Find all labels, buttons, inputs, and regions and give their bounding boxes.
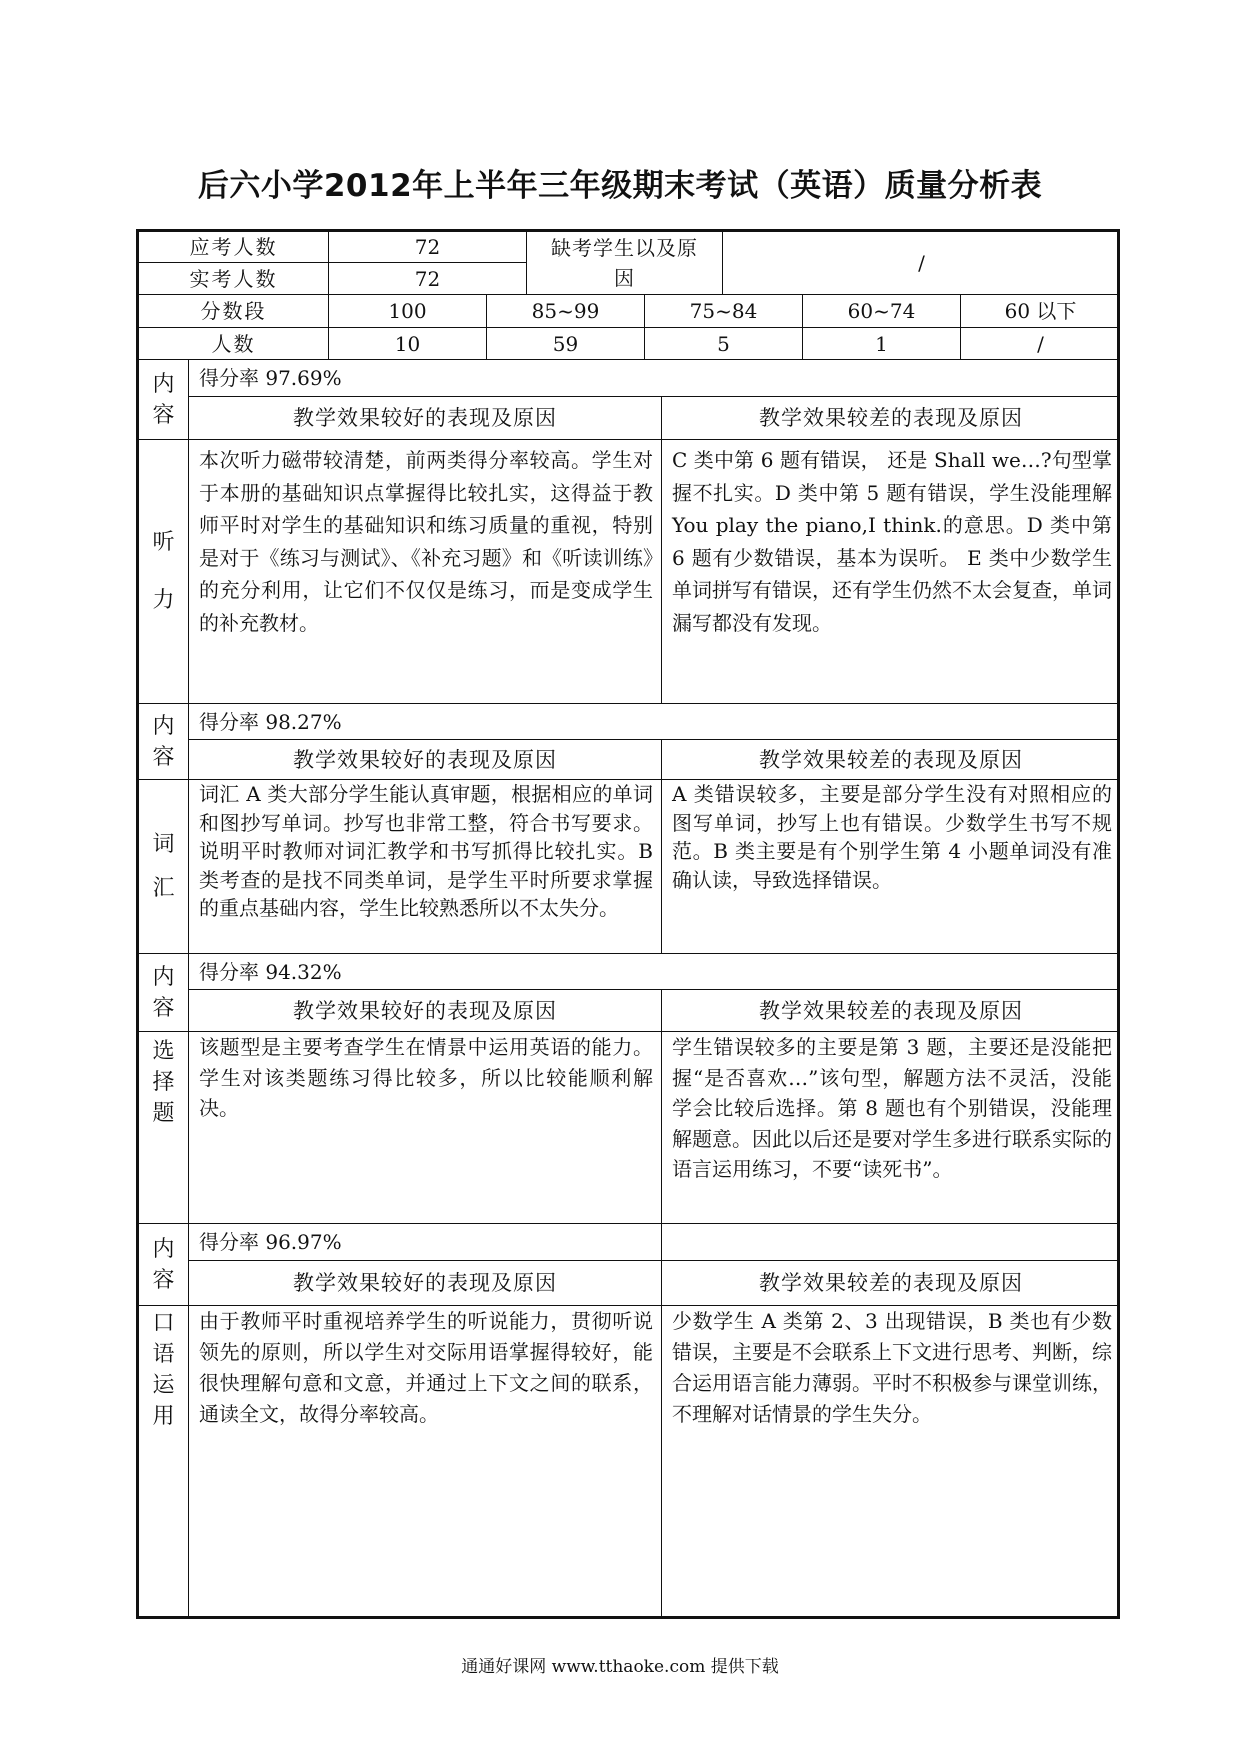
actual-value: 72 xyxy=(329,263,527,295)
score-rate: 得分率 98.27% xyxy=(189,704,1120,740)
content-label: 内容 xyxy=(139,954,189,1032)
count-value: / xyxy=(961,328,1120,360)
content-label: 内容 xyxy=(139,1224,189,1306)
good-header: 教学效果较好的表现及原因 xyxy=(189,1261,662,1306)
score-range: 100 xyxy=(329,295,487,328)
absent-value: / xyxy=(723,232,1120,295)
section-name: 听力 xyxy=(139,440,189,704)
bad-header: 教学效果较差的表现及原因 xyxy=(662,397,1120,440)
count-value: 10 xyxy=(329,328,487,360)
expected-label: 应考人数 xyxy=(139,232,329,263)
bad-header: 教学效果较差的表现及原因 xyxy=(662,740,1120,780)
section-name: 词汇 xyxy=(139,780,189,954)
section-name: 选择题 xyxy=(139,1032,189,1224)
score-range: 60~74 xyxy=(803,295,961,328)
count-value: 59 xyxy=(487,328,645,360)
bad-text: 少数学生 A 类第 2、3 出现错误，B 类也有少数错误，主要是不会联系上下文进行思考、判断，综合运用语言能力薄弱。平时不积极参与课堂训练，不理解对话情景的学生失分。 xyxy=(672,1309,1112,1426)
expected-value: 72 xyxy=(329,232,527,263)
score-rate: 得分率 94.32% xyxy=(189,954,1120,990)
good-text: 本次听力磁带较清楚，前两类得分率较高。学生对于本册的基础知识点掌握得比较扎实，这得益于教师平时对学生的基础知识和练习质量的重视，特别是对于《练习与测试》、《补充习题》和《听读训练》的充分利用，让它们不仅仅是练习，而是变成学生的补充教材。 xyxy=(189,440,662,704)
page-title: 后六小学2012年上半年三年级期末考试（英语）质量分析表 xyxy=(197,168,1043,204)
analysis-table xyxy=(136,229,1120,1619)
good-text: 由于教师平时重视培养学生的听说能力，贯彻听说领先的原则，所以学生对交际用语掌握得较好，能很快理解句意和文意，并通过上下文之间的联系，通读全文，故得分率较高。 xyxy=(189,1306,662,1619)
footer-credit: 通通好课网 www.tthaoke.com 提供下载 xyxy=(461,1657,779,1677)
good-header: 教学效果较好的表现及原因 xyxy=(189,397,662,440)
score-rate: 得分率 96.97% xyxy=(189,1224,662,1261)
section-name: 口语运用 xyxy=(139,1306,189,1619)
good-text: 该题型是主要考查学生在情景中运用英语的能力。学生对该类题练习得比较多，所以比较能顺利解决。 xyxy=(189,1032,662,1224)
score-range: 60 以下 xyxy=(961,295,1120,328)
content-label: 内容 xyxy=(139,704,189,780)
score-range: 85~99 xyxy=(487,295,645,328)
good-text: 词汇 A 类大部分学生能认真审题，根据相应的单词和图抄写单词。抄写也非常工整，符合书写要求。说明平时教师对词汇教学和书写抓得比较扎实。B 类考查的是找不同类单词，是学生平时所要求掌握的重点基础内容，学生比较熟悉所以不太失分。 xyxy=(189,780,662,954)
bad-header: 教学效果较差的表现及原因 xyxy=(662,1261,1120,1306)
content-label: 内容 xyxy=(139,360,189,440)
count-value: 1 xyxy=(803,328,961,360)
good-header: 教学效果较好的表现及原因 xyxy=(189,990,662,1032)
bad-text: A 类错误较多，主要是部分学生没有对照相应的图写单词，抄写上也有错误。少数学生书写不规范。B 类主要是有个别学生第 4 小题单词没有准确认读，导致选择错误。 xyxy=(662,780,1120,954)
bad-text: 学生错误较多的主要是第 3 题，主要还是没能把握“是否喜欢…”该句型，解题方法不灵活，没能学会比较后选择。第 8 题也有个别错误，没能理解题意。因此以后还是要对学生多进行联系实际的语言运用练习，不要“读死书”。 xyxy=(662,1032,1120,1224)
count-value: 5 xyxy=(645,328,803,360)
bad-header: 教学效果较差的表现及原因 xyxy=(662,990,1120,1032)
good-header: 教学效果较好的表现及原因 xyxy=(189,740,662,780)
empty-cell xyxy=(662,1224,1120,1261)
score-range-label: 分数段 xyxy=(139,295,329,328)
score-range: 75~84 xyxy=(645,295,803,328)
actual-label: 实考人数 xyxy=(139,263,329,295)
score-rate: 得分率 97.69% xyxy=(189,360,1120,397)
absent-label: 缺考学生以及原因 xyxy=(527,232,723,295)
count-label: 人数 xyxy=(139,328,329,360)
bad-text: C 类中第 6 题有错误， 还是 Shall we…?句型掌握不扎实。D 类中第 5 题有错误，学生没能理解 You play the piano,I think.的意思。D 类中第 6 题有少数错误，基本为误听。 E 类中少数学生单词拼写有错误，还有学生仍然不太会复查，单词漏写都没有发现。 xyxy=(662,440,1120,704)
